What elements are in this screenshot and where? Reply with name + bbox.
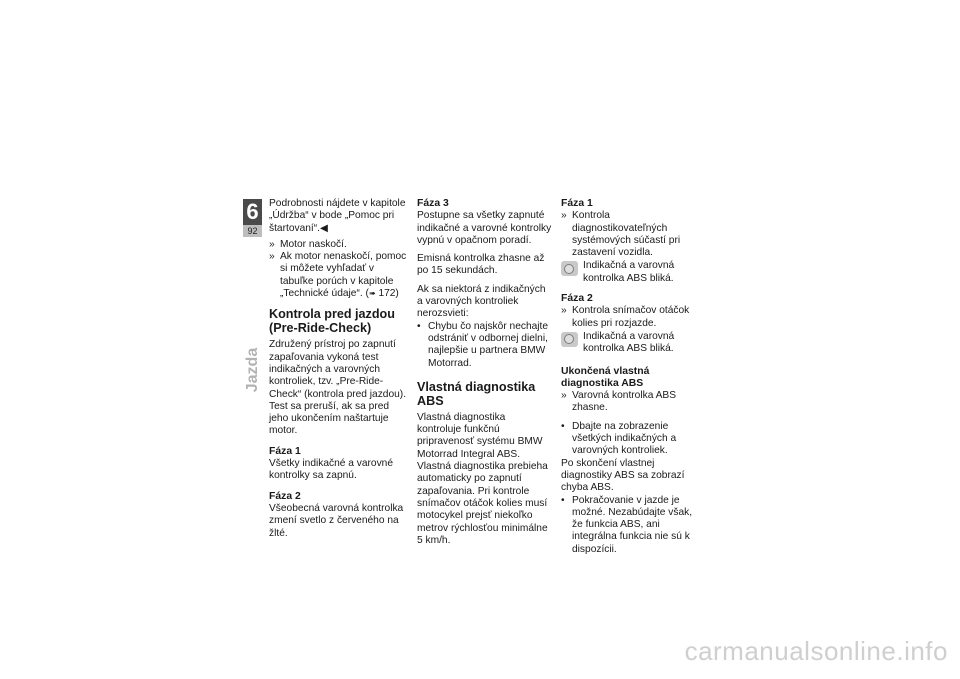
abs-warning-lamp-icon [561,261,578,276]
column-3 [561,198,701,556]
phase-3-text: Postupne sa všetky zapnuté indikačné a varovné kontrolky vypnú v opačnom poradí. [417,210,552,246]
bullet-marker: • [561,420,565,432]
page-number: 92 [243,225,262,237]
step-text: Kontrola diagnostikovateľných systémových súčastí pri zastavení vozidla. [572,210,681,259]
phase-2-heading: Fáza 2 [269,490,301,502]
phase-1-heading: Fáza 1 [561,198,593,209]
watermark: carmanualsonline.info [684,636,948,666]
lamp-note [561,260,701,285]
chapter-tab [243,199,262,237]
step-item [561,210,701,259]
step-marker: » [561,305,567,317]
lamp-note [561,331,701,356]
page-ref-arrow-icon: ➠ [368,289,376,299]
section-label [240,320,266,420]
bullet-text: Dbajte na zobrazenie všetkých indikačných a varovných kontroliek. [572,420,677,457]
step-marker: » [561,390,567,402]
body-paragraph: Vlastná diagnostika kontroluje funkčnú pripravenosť systému BMW Motorrad Integral ABS. Vlastná diagnostika prebieha automaticky po zapnutí zapaľovania. Pri kontrole snímačov otáčok kolies musí motocykel prejsť niekoľko metrov rýchlosťou minimálne 5 km/h. [417,411,548,546]
step-item [269,239,407,251]
intro-paragraph: Podrobnosti nájdete v kapitole „Údržba“ v bode „Pomoc pri štartovaní“.◀ [269,198,406,234]
column-1 [269,198,407,540]
step-text: Kontrola snímačov otáčok kolies pri rozjazde. [572,305,690,329]
chapter-number: 6 [243,199,262,225]
body-paragraph: Združený prístroj po zapnutí zapaľovania vykoná test indikačných a varovných kontroliek, tzv. „Pre-Ride-Check“ (kontrola pred jazdou). Test sa preruší, ak sa pred jeho ukončením naštartuje motor. [269,339,407,437]
bullet-text: Pokračovanie v jazde je možné. Nezabúdajte však, že funkcia ABS, ani integrálna funkcia nie sú k dispozícii. [572,494,693,555]
lamp-note-text: Indikačná a varovná kontrolka ABS bliká. [583,260,675,284]
lamp-note-text: Indikačná a varovná kontrolka ABS bliká. [583,330,675,355]
phase-2-text: Všeobecná varovná kontrolka zmení svetlo z červeného na žlté. [269,502,404,539]
phase-3-heading: Fáza 3 [417,198,449,209]
step-text [280,251,407,300]
step-marker: » [269,251,275,263]
warning-paragraph: Ak sa niektorá z indikačných a varovných kontroliek nerozsvieti: [417,283,546,320]
abs-diagnostics-complete-heading: Ukončená vlastná diagnostika ABS [561,365,650,389]
step-item [561,305,701,330]
bullet-marker: • [561,494,565,506]
bullet-item [417,321,552,370]
emission-paragraph: Emisná kontrolka zhasne až po 15 sekundách. [417,253,545,277]
section-heading-abs-diagnostics: Vlastná diagnostika ABS [417,379,536,408]
abs-warning-lamp-icon [561,332,578,347]
step-item [269,251,407,300]
step-text-main: Ak motor nenaskočí, pomoc si môžete vyhľadať v tabuľke porúch v kapitole „Technické údaje“. ( [280,251,407,300]
step-marker: » [561,210,567,222]
bullet-text: Chybu čo najskôr nechajte odstrániť v odbornej dielni, najlepšie u partnera BMW Motorrad. [428,320,549,369]
column-2 [417,198,552,547]
bullet-item [561,495,701,556]
page-ref-number: 172) [375,288,399,300]
step-item [561,390,701,415]
section-heading-pre-ride-check: Kontrola pred jazdou (Pre-Ride-Check) [269,307,395,336]
bullet-item [561,421,701,458]
bullet-marker: • [417,320,421,332]
abs-error-paragraph: Po skončení vlastnej diagnostiky ABS sa zobrazí chyba ABS. [561,457,685,494]
step-marker: » [269,238,275,250]
phase-1-text: Všetky indikačné a varovné kontrolky sa zapnú. [269,458,394,482]
step-text: Motor naskočí. [280,238,347,250]
section-label-text: Jazda [244,347,261,393]
phase-1-heading: Fáza 1 [269,445,301,457]
phase-2-heading: Fáza 2 [561,293,593,305]
step-text: Varovná kontrolka ABS zhasne. [572,390,677,414]
